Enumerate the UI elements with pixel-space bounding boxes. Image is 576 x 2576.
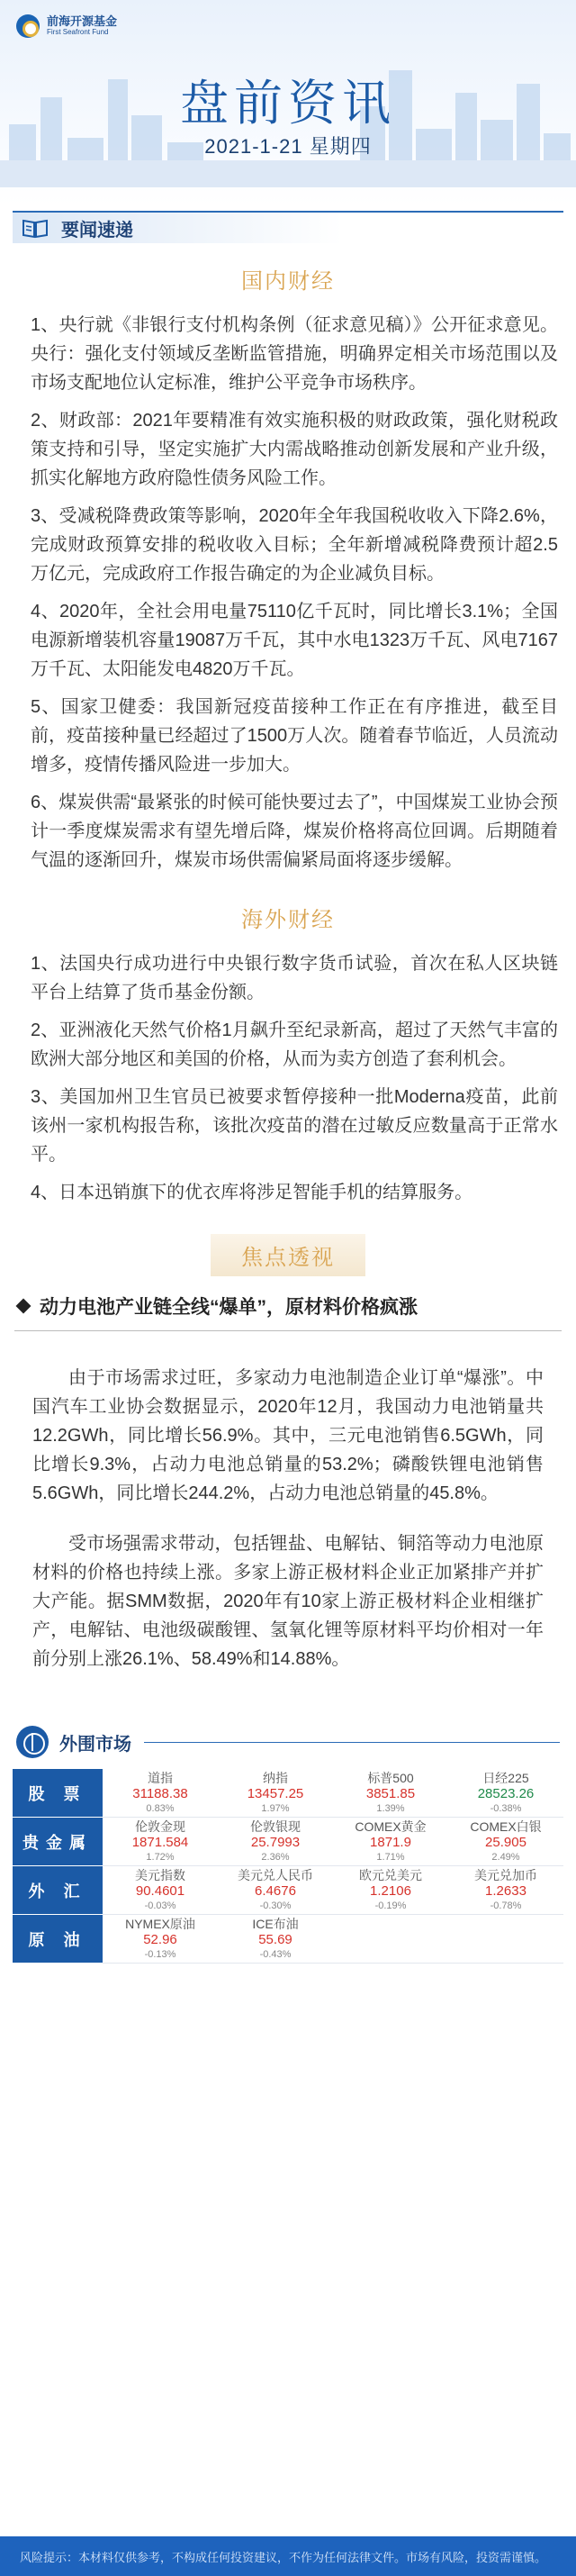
market-cell <box>218 1818 333 1866</box>
instrument-name: 伦敦金现 <box>135 1819 185 1834</box>
diamond-bullet-icon <box>16 1299 32 1314</box>
list-item: 4、日本迅销旗下的优衣库将涉足智能手机的结算服务。 <box>31 1183 473 1202</box>
list-item: 4、2020年，全社会用电量75110亿千瓦时，同比增长3.1%；全国电源新增装机容量19087万千瓦，其中水电1323万千瓦、风电7167万千瓦、太阳能发电4820万千瓦。 <box>31 602 558 679</box>
focus-headline <box>14 1293 562 1320</box>
instrument-value: 1.2633 <box>485 1883 526 1899</box>
instrument-name: 欧元兑美元 <box>359 1868 422 1882</box>
logo-name-cn: 前海开源基金 <box>47 14 118 28</box>
instrument-change: 2.49% <box>491 1852 520 1863</box>
row-header: 贵金属 <box>13 1818 103 1866</box>
table-row <box>13 1866 563 1915</box>
instrument-change: -0.38% <box>490 1803 522 1814</box>
instrument-change: 2.36% <box>261 1852 290 1863</box>
instrument-change: 1.71% <box>376 1852 405 1863</box>
focus-title: 焦点透视 <box>211 1234 365 1276</box>
list-item: 2、亚洲液化天然气价格1月飙升至纪录新高，超过了天然气丰富的欧洲大部分地区和美国的价格，从而为卖方创造了套利机会。 <box>31 1020 558 1069</box>
instrument-value: 6.4676 <box>255 1883 296 1899</box>
market-cell <box>103 1818 218 1866</box>
book-icon <box>22 217 49 239</box>
instrument-change: 1.39% <box>376 1803 405 1814</box>
instrument-name: 美元兑人民币 <box>238 1868 313 1882</box>
market-cell <box>333 1818 448 1866</box>
instrument-change: -0.13% <box>144 1949 176 1960</box>
divider <box>14 1330 562 1331</box>
section-label-news: 要闻速递 <box>61 220 133 240</box>
market-cell <box>103 1915 218 1964</box>
logo-icon <box>16 14 40 38</box>
list-item: 6、煤炭供需“最紧张的时候可能快要过去了”，中国煤炭工业协会预计一季度煤炭需求有望先增后降，煤炭价格将高位回调。后期随着气温的逐渐回升，煤炭市场供需偏紧局面将逐步缓解。 <box>31 793 558 870</box>
market-cell <box>333 1866 448 1915</box>
list-item: 1、法国央行成功进行中央银行数字货币试验，首次在私人区块链平台上结算了货币基金份额。 <box>31 954 558 1002</box>
divider <box>144 1742 560 1743</box>
brand-logo <box>16 14 117 38</box>
table-row <box>13 1915 563 1964</box>
row-header: 外 汇 <box>13 1866 103 1915</box>
instrument-name: NYMEX原油 <box>125 1917 195 1931</box>
section-header-market <box>16 1724 576 1760</box>
market-cell <box>103 1866 218 1915</box>
market-cell <box>448 1915 563 1964</box>
market-cell <box>218 1866 333 1915</box>
instrument-name: 道指 <box>148 1771 173 1785</box>
market-table <box>13 1769 563 1964</box>
instrument-value: 52.96 <box>143 1932 177 1947</box>
paragraph: 由于市场需求过旺，多家动力电池制造企业订单“爆涨”。中国汽车工业协会数据显示，2020年12月，我国动力电池销量共12.2GWh，同比增长56.9%。其中，三元电池销售6.5GWh，同比增长9.3%，占动力电池总销量的53.2%；磷酸铁锂电池销售5.6GWh，同比增长244.2%，占动力电池总销量的45.8%。 <box>32 1368 544 1503</box>
section-header-news <box>13 211 563 243</box>
instrument-change: -0.19% <box>374 1900 407 1911</box>
instrument-name: 纳指 <box>263 1771 288 1785</box>
table-row <box>13 1769 563 1818</box>
market-cell <box>448 1769 563 1818</box>
instrument-value: 1871.9 <box>370 1835 411 1850</box>
instrument-value: 90.4601 <box>135 1883 185 1899</box>
list-item: 1、央行就《非银行支付机构条例（征求意见稿）》公开征求意见。央行：强化支付领域反垄断监管措施，明确界定相关市场范围以及市场支配地位认定标准，维护公平竞争市场秩序。 <box>31 315 558 393</box>
instrument-value: 25.7993 <box>250 1835 301 1850</box>
list-item: 3、受减税降费政策等影响，2020年全年我国税收收入下降2.6%，完成财政预算安排的税收收入目标；全年新增减税降费预计超2.5万亿元，完成政府工作报告确定的为企业减负目标。 <box>31 506 558 584</box>
instrument-change: 1.72% <box>146 1852 175 1863</box>
paragraph: 受市场强需求带动，包括锂盐、电解钴、铜箔等动力电池原材料的价格也持续上涨。多家上游正极材料企业正加紧排产并扩大产能。据SMM数据，2020年有10家上游正极材料企业相继扩产，电解钴、电池级碳酸锂、氢氧化锂等原材料平均价相对一年前分别上涨26.1%、58.49%和14.88%。 <box>32 1534 544 1669</box>
section-label-market: 外围市场 <box>59 1734 131 1755</box>
instrument-name: 日经225 <box>482 1771 529 1785</box>
instrument-name: 美元指数 <box>135 1868 185 1882</box>
market-cell <box>103 1769 218 1818</box>
instrument-value: 13457.25 <box>247 1786 304 1801</box>
instrument-change: 1.97% <box>261 1803 290 1814</box>
instrument-value: 55.69 <box>258 1932 292 1947</box>
market-cell <box>333 1915 448 1964</box>
instrument-name: ICE布油 <box>252 1917 299 1931</box>
instrument-value: 1871.584 <box>131 1835 189 1850</box>
market-cell <box>218 1769 333 1818</box>
instrument-value: 25.905 <box>485 1835 526 1850</box>
instrument-change: 0.83% <box>146 1803 175 1814</box>
overseas-title: 海外财经 <box>241 908 335 932</box>
domestic-news-list <box>0 311 576 875</box>
instrument-name: 标普500 <box>367 1771 414 1785</box>
instrument-name: 美元兑加币 <box>474 1868 537 1882</box>
instrument-change: -0.43% <box>259 1949 292 1960</box>
list-item: 2、财政部：2021年要精准有效实施积极的财政政策，强化财税政策支持和引导，坚定实施扩大内需战略推动创新发展和产业升级，抓实化解地方政府隐性债务风险工作。 <box>31 411 558 488</box>
instrument-change: -0.30% <box>259 1900 292 1911</box>
globe-icon <box>16 1726 49 1758</box>
market-cell <box>218 1915 333 1964</box>
instrument-value: 28523.26 <box>477 1786 535 1801</box>
focus-headline-text: 动力电池产业链全线“爆单”，原材料价格疯涨 <box>40 1297 418 1318</box>
instrument-value: 31188.38 <box>132 1786 188 1801</box>
instrument-name: 伦敦银现 <box>250 1819 301 1834</box>
instrument-value: 3851.85 <box>365 1786 416 1801</box>
page-date: 2021-1-21 星期四 <box>204 135 372 158</box>
instrument-value: 1.2106 <box>370 1883 411 1899</box>
instrument-change: -0.03% <box>144 1900 176 1911</box>
market-cell <box>333 1769 448 1818</box>
list-item: 5、国家卫健委：我国新冠疫苗接种工作正在有序推进，截至目前，疫苗接种量已经超过了1500万人次。随着春节临近，人员流动增多，疫情传播风险进一步加大。 <box>31 697 558 775</box>
footer-disclaimer: 风险提示：本材料仅供参考，不构成任何投资建议，不作为任何法律文件。市场有风险，投资需谨慎。 <box>0 2536 576 2576</box>
header-banner <box>0 0 576 205</box>
overseas-news-list <box>0 949 576 1207</box>
row-header: 股 票 <box>13 1769 103 1818</box>
focus-body <box>0 1364 576 1673</box>
logo-name-en: First Seafront Fund <box>47 28 109 36</box>
market-cell <box>448 1866 563 1915</box>
instrument-change: -0.78% <box>490 1900 522 1911</box>
row-header: 原 油 <box>13 1915 103 1964</box>
domestic-title: 国内财经 <box>241 269 335 294</box>
market-cell <box>448 1818 563 1866</box>
table-row <box>13 1818 563 1866</box>
list-item: 3、美国加州卫生官员已被要求暂停接种一批Moderna疫苗，此前该州一家机构报告称，该批次疫苗的潜在过敏反应数量高于正常水平。 <box>31 1087 558 1165</box>
page-title: 盘前资讯 <box>180 75 396 132</box>
instrument-name: COMEX白银 <box>470 1819 542 1834</box>
instrument-name: COMEX黄金 <box>355 1819 427 1834</box>
